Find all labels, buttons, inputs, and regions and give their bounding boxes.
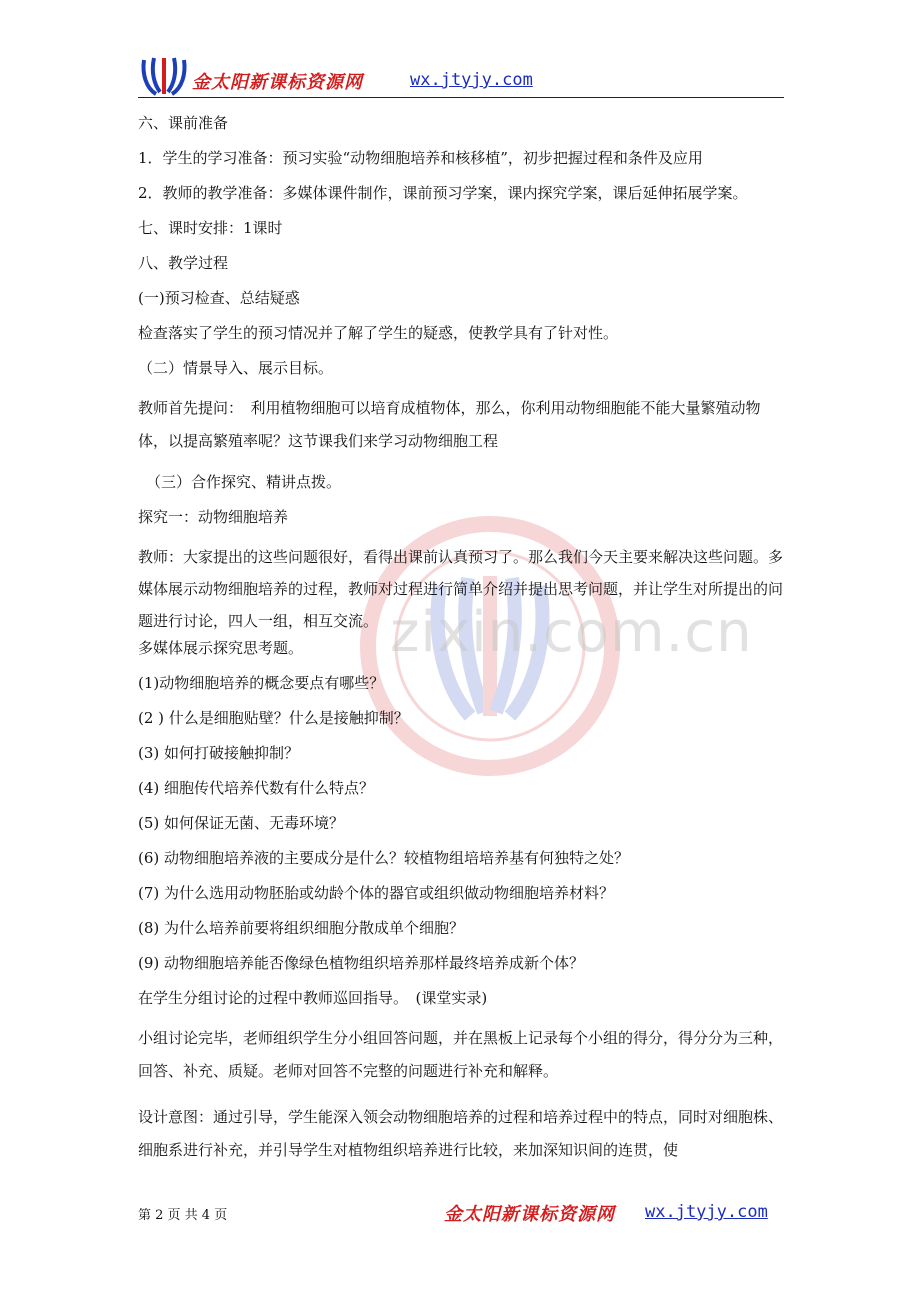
footer-brand: 金太阳新课标资源网: [444, 1204, 615, 1225]
paragraph: (一)预习检查、总结疑惑: [138, 289, 300, 307]
paragraph: 多媒体展示探究思考题。: [138, 639, 304, 657]
page-header: [138, 52, 784, 102]
watermark-text: zixin.com.cn: [390, 600, 753, 665]
question-item: (6) 动物细胞培养液的主要成分是什么？较植物组培培养基有何独特之处？: [138, 849, 630, 867]
paragraph: 检查落实了学生的预习情况并了解了学生的疑惑，使教学具有了针对性。: [138, 324, 619, 342]
footer-url-link[interactable]: wx.jtyjy.com: [645, 1202, 768, 1222]
question-item: (4) 细胞传代培养代数有什么特点？: [138, 779, 375, 797]
paragraph: 2．教师的教学准备：多媒体课件制作，课前预习学案，课内探究学案，课后延伸拓展学案。: [138, 184, 748, 202]
paragraph: 教师：大家提出的这些问题很好，看得出课前认真预习了。那么我们今天主要来解决这些问题。多媒体展示动物细胞培养的过程，教师对过程进行简单介绍并提出思考问题，并让学生对所提出的问题进行讨论，四人一组，相互交流。: [138, 548, 784, 630]
jintaiyang-logo-icon: [138, 54, 190, 98]
question-item: (8) 为什么培养前要将组织细胞分散成单个细胞？: [138, 919, 465, 937]
paragraph: 六、课前准备: [138, 114, 229, 132]
paragraph: 设计意图：通过引导，学生能深入领会动物细胞培养的过程和培养过程中的特点，同时对细胞株、细胞系进行补充，并引导学生对植物组织培养进行比较，来加深知识间的连贯，使: [138, 1108, 784, 1159]
header-divider: [138, 97, 784, 98]
paragraph: 教师首先提问： 利用植物细胞可以培育成植物体，那么，你利用动物细胞能不能大量繁殖动物体，以提高繁殖率呢？这节课我们来学习动物细胞工程: [138, 399, 761, 450]
question-item: (7) 为什么选用动物胚胎或幼龄个体的器官或组织做动物细胞培养材料？: [138, 884, 615, 902]
header-brand: 金太阳新课标资源网: [192, 72, 363, 93]
paragraph: 七、课时安排：1课时: [138, 219, 283, 237]
header-url-link[interactable]: wx.jtyjy.com: [410, 70, 533, 90]
question-item: (2 ) 什么是细胞贴壁？什么是接触抑制？: [138, 709, 409, 727]
paragraph: 1．学生的学习准备：预习实验“动物细胞培养和核移植”，初步把握过程和条件及应用: [138, 149, 703, 167]
document-body: [138, 112, 784, 1167]
question-item: (9) 动物细胞培养能否像绿色植物组织培养那样最终培养成新个体？: [138, 954, 585, 972]
paragraph: 在学生分组讨论的过程中教师巡回指导。 (课堂实录): [138, 989, 488, 1007]
question-item: (1)动物细胞培养的概念要点有哪些？: [138, 674, 385, 692]
paragraph: （三）合作探究、精讲点拨。: [146, 473, 342, 491]
question-item: (5) 如何保证无菌、无毒环境？: [138, 814, 345, 832]
paragraph: 八、教学过程: [138, 254, 229, 272]
paragraph: （二）情景导入、展示目标。: [138, 359, 334, 377]
paragraph: 小组讨论完毕，老师组织学生分小组回答问题，并在黑板上记录每个小组的得分，得分分为三种，回答、补充、质疑。老师对回答不完整的问题进行补充和解释。: [138, 1029, 784, 1080]
question-item: (3) 如何打破接触抑制？: [138, 744, 300, 762]
page-number: 第 2 页 共 4 页: [138, 1208, 228, 1223]
paragraph: 探究一：动物细胞培养: [138, 508, 289, 526]
